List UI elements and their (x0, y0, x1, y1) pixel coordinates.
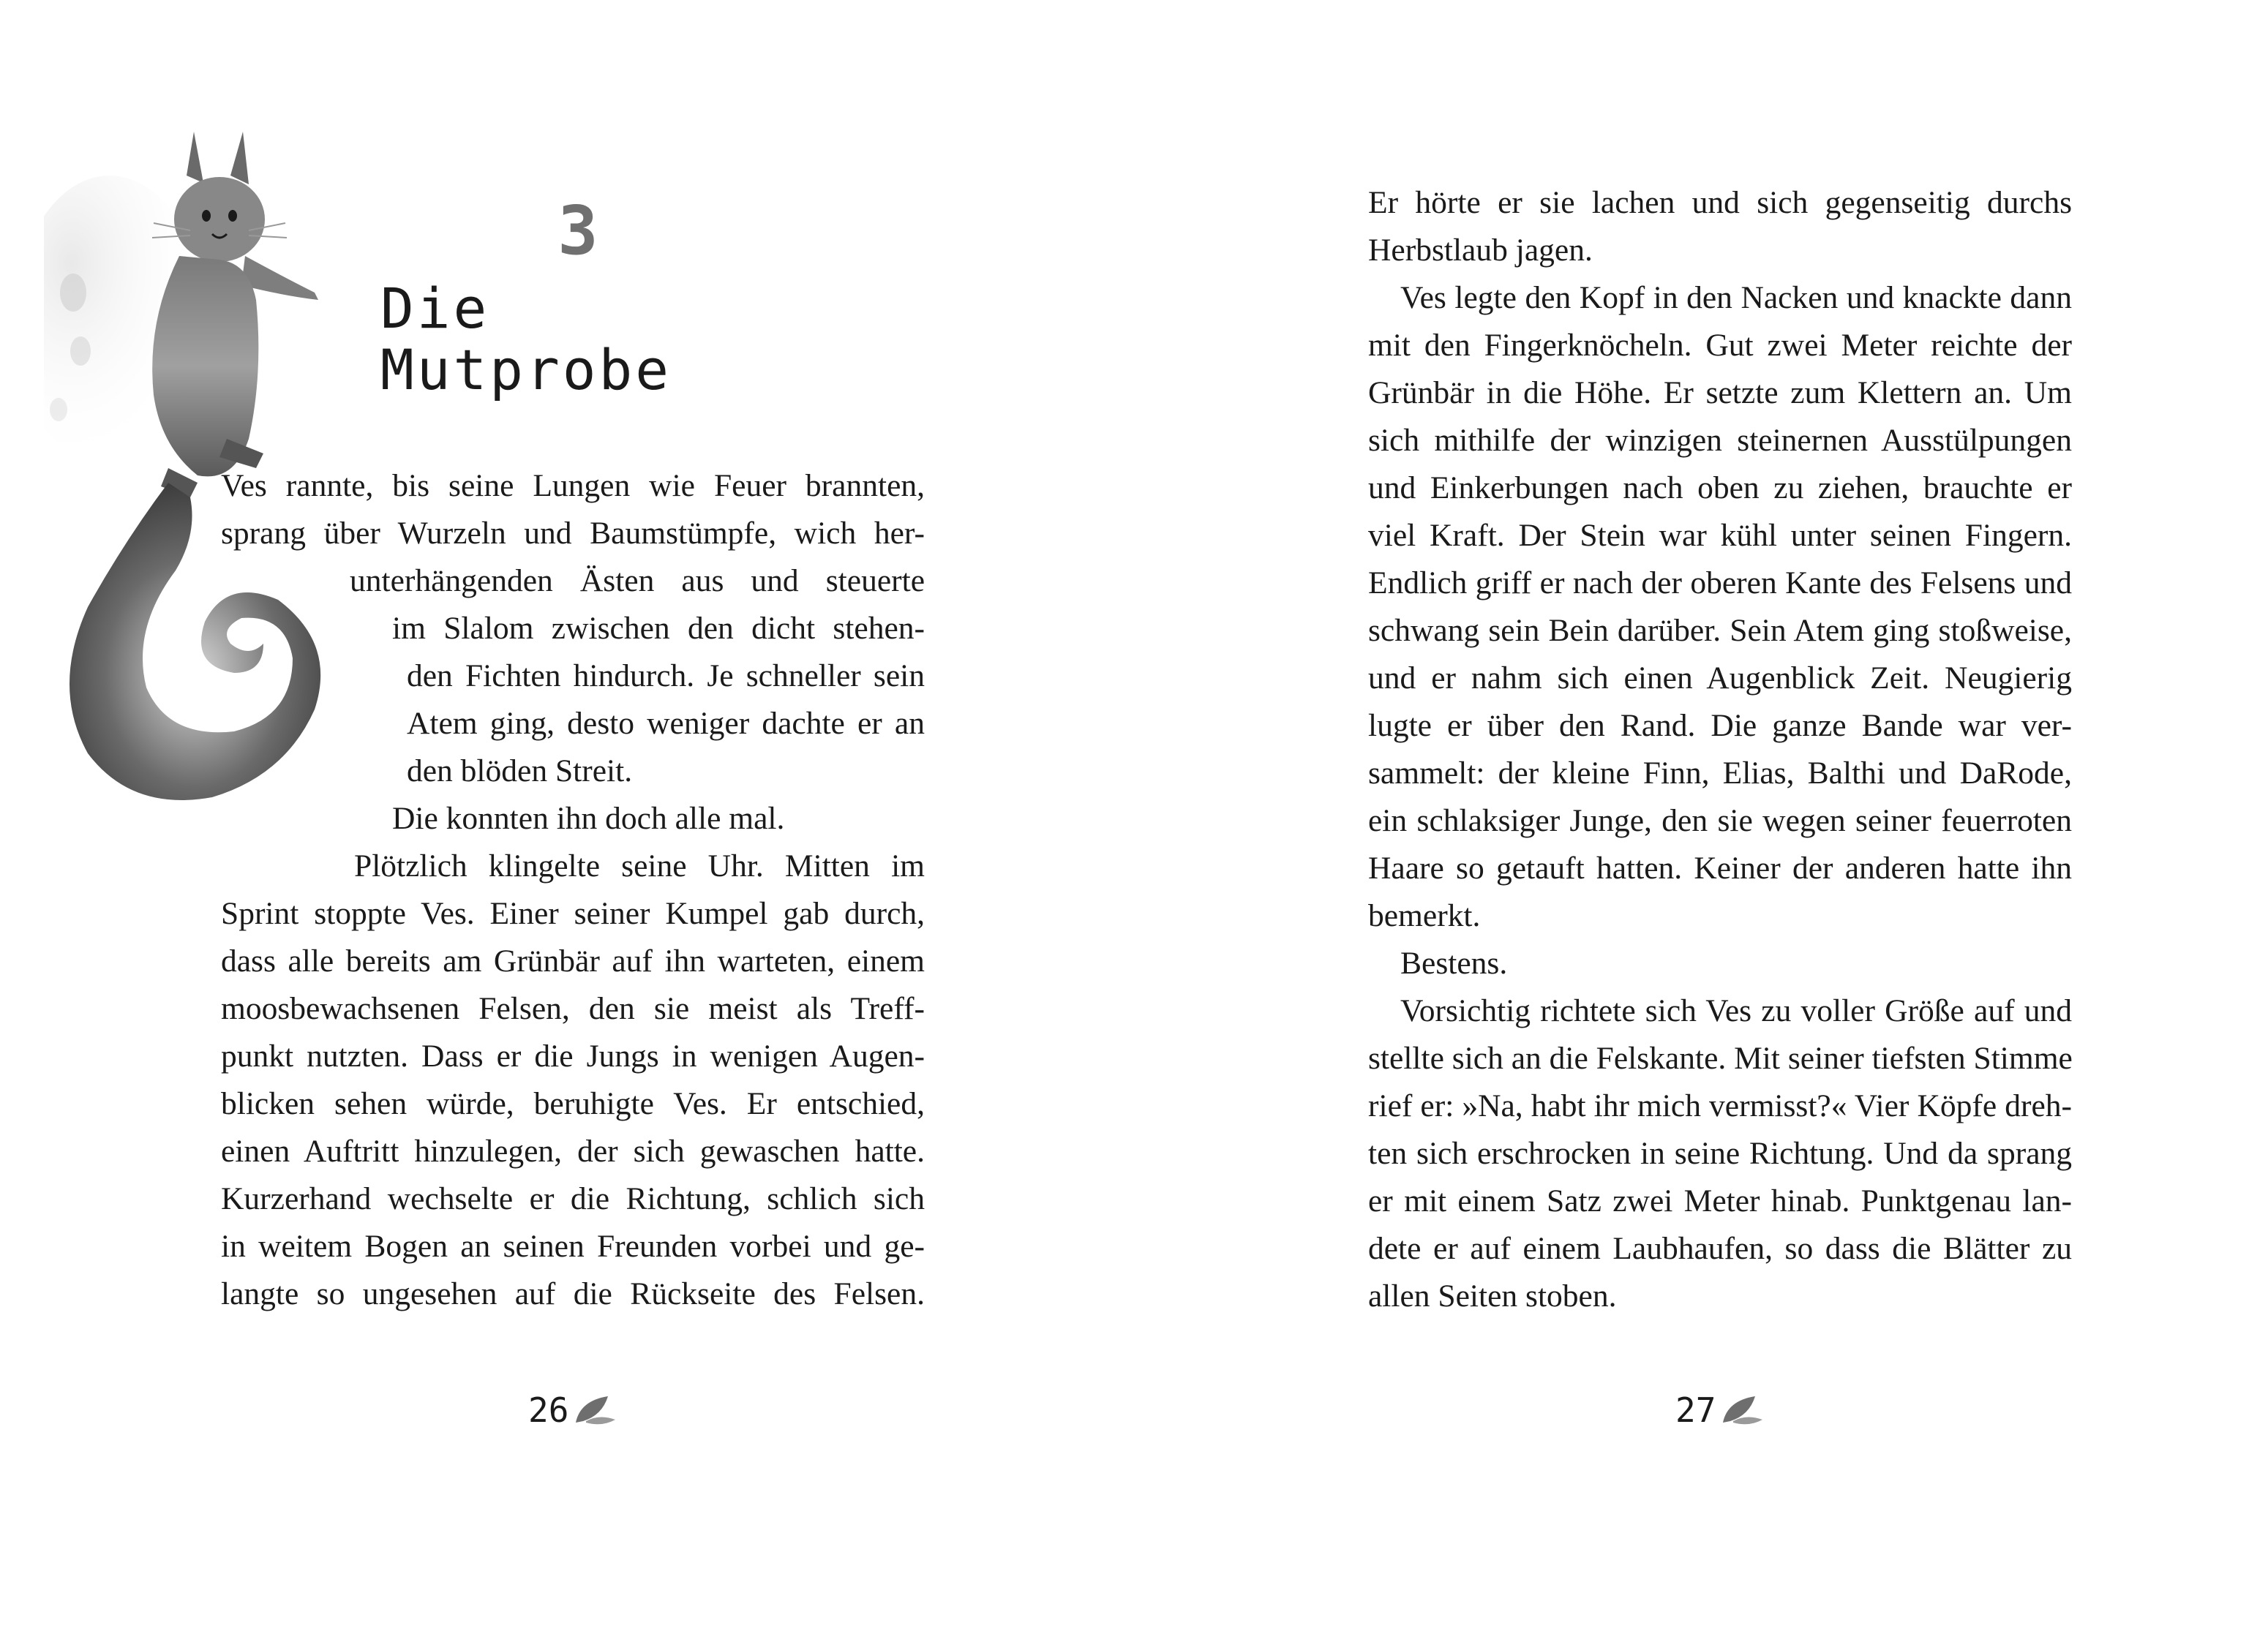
page-number-text: 27 (1675, 1390, 1716, 1430)
left-text-line: Sprint stoppte Ves. Einer seiner Kumpel gab durch, (221, 896, 925, 931)
right-text-line: stellte sich an die Felskante. Mit seiner tiefsten Stimme (1368, 1041, 2073, 1076)
left-text-line: unterhängenden Ästen aus und steuerte (350, 563, 925, 598)
right-text-line: mit den Fingerknöcheln. Gut zwei Meter reichte der (1368, 328, 2072, 363)
chapter-number: 3 (557, 192, 598, 270)
left-text-line: einen Auftritt hinzulegen, der sich gewaschen hatte. (221, 1134, 925, 1169)
right-text-line: viel Kraft. Der Stein war kühl unter seinen Fingern. (1368, 518, 2072, 553)
right-text-line: ein schlaksiger Junge, den sie wegen seiner feuerroten (1368, 803, 2072, 838)
chapter-title: Die Mutprobe (380, 276, 672, 402)
right-text-line: lugte er über den Rand. Die ganze Bande war ver- (1368, 708, 2072, 743)
right-text-line: allen Seiten stoben. (1368, 1278, 1617, 1314)
leaf-icon (1720, 1393, 1765, 1427)
left-text-line: in weitem Bogen an seinen Freunden vorbei und ge- (221, 1229, 925, 1264)
left-text-line: punkt nutzten. Dass er die Jungs in wenigen Augen- (221, 1039, 925, 1074)
right-text-line: Bestens. (1400, 946, 1508, 981)
left-text-line: moosbewachsenen Felsen, den sie meist als Treff- (221, 991, 925, 1026)
left-text-line: Plötzlich klingelte seine Uhr. Mitten im (354, 848, 925, 884)
left-text-line: blicken sehen würde, beruhigte Ves. Er entschied, (221, 1086, 925, 1121)
left-text-line: Kurzerhand wechselte er die Richtung, schlich sich (221, 1181, 925, 1216)
right-text-line: Grünbär in die Höhe. Er setzte zum Klettern an. Um (1368, 375, 2072, 410)
page-number-left (528, 1390, 618, 1430)
leaf-icon (573, 1393, 618, 1427)
page-number-text: 26 (528, 1390, 569, 1430)
right-text-line: ten sich erschrocken in seine Richtung. Und da sprang (1368, 1136, 2072, 1171)
right-text-line: Er hörte er sie lachen und sich gegenseitig durchs (1368, 185, 2072, 220)
right-page (1134, 0, 2268, 1642)
right-text-line: Vorsichtig richtete sich Ves zu voller Größe auf und (1400, 993, 2072, 1028)
page-number-right (1675, 1390, 1765, 1430)
right-text-line: bemerkt. (1368, 898, 1481, 933)
right-text-line: sich mithilfe der winzigen steinernen Ausstülpungen (1368, 423, 2072, 458)
left-text-line: Die konnten ihn doch alle mal. (392, 801, 785, 836)
left-text-line: sprang über Wurzeln und Baumstümpfe, wich her- (221, 516, 925, 551)
right-text-line: Ves legte den Kopf in den Nacken und knackte dann (1400, 280, 2072, 315)
left-text-line: Atem ging, desto weniger dachte er an (407, 706, 925, 741)
left-text-line: langte so ungesehen auf die Rückseite des Felsen. (221, 1276, 925, 1311)
left-text-line: den Fichten hindurch. Je schneller sein (407, 658, 925, 693)
left-text-line: Ves rannte, bis seine Lungen wie Feuer brannten, (221, 468, 925, 503)
right-text-line: schwang sein Bein darüber. Sein Atem ging stoßweise, (1368, 613, 2072, 648)
right-text-line: sammelt: der kleine Finn, Elias, Balthi und DaRode, (1368, 756, 2072, 791)
right-text-line: Herbstlaub jagen. (1368, 233, 1593, 268)
right-text-line: rief er: »Na, habt ihr mich vermisst?« Vier Köpfe dreh- (1368, 1088, 2072, 1123)
right-text-line: dete er auf einem Laubhaufen, so dass die Blätter zu (1368, 1231, 2072, 1266)
right-text-line: und er nahm sich einen Augenblick Zeit. Neugierig (1368, 660, 2072, 696)
right-text-line: er mit einem Satz zwei Meter hinab. Punktgenau lan- (1368, 1183, 2072, 1219)
right-text-line: und Einkerbungen nach oben zu ziehen, brauchte er (1368, 470, 2072, 505)
right-text-line: Haare so getauft hatten. Keiner der anderen hatte ihn (1368, 851, 2072, 886)
left-text-line: im Slalom zwischen den dicht stehen- (392, 611, 925, 646)
left-text-line: den blöden Streit. (407, 753, 633, 788)
right-text-line: Endlich griff er nach der oberen Kante des Felsens und (1368, 565, 2072, 600)
left-text-line: dass alle bereits am Grünbär auf ihn warteten, einem (221, 944, 925, 979)
